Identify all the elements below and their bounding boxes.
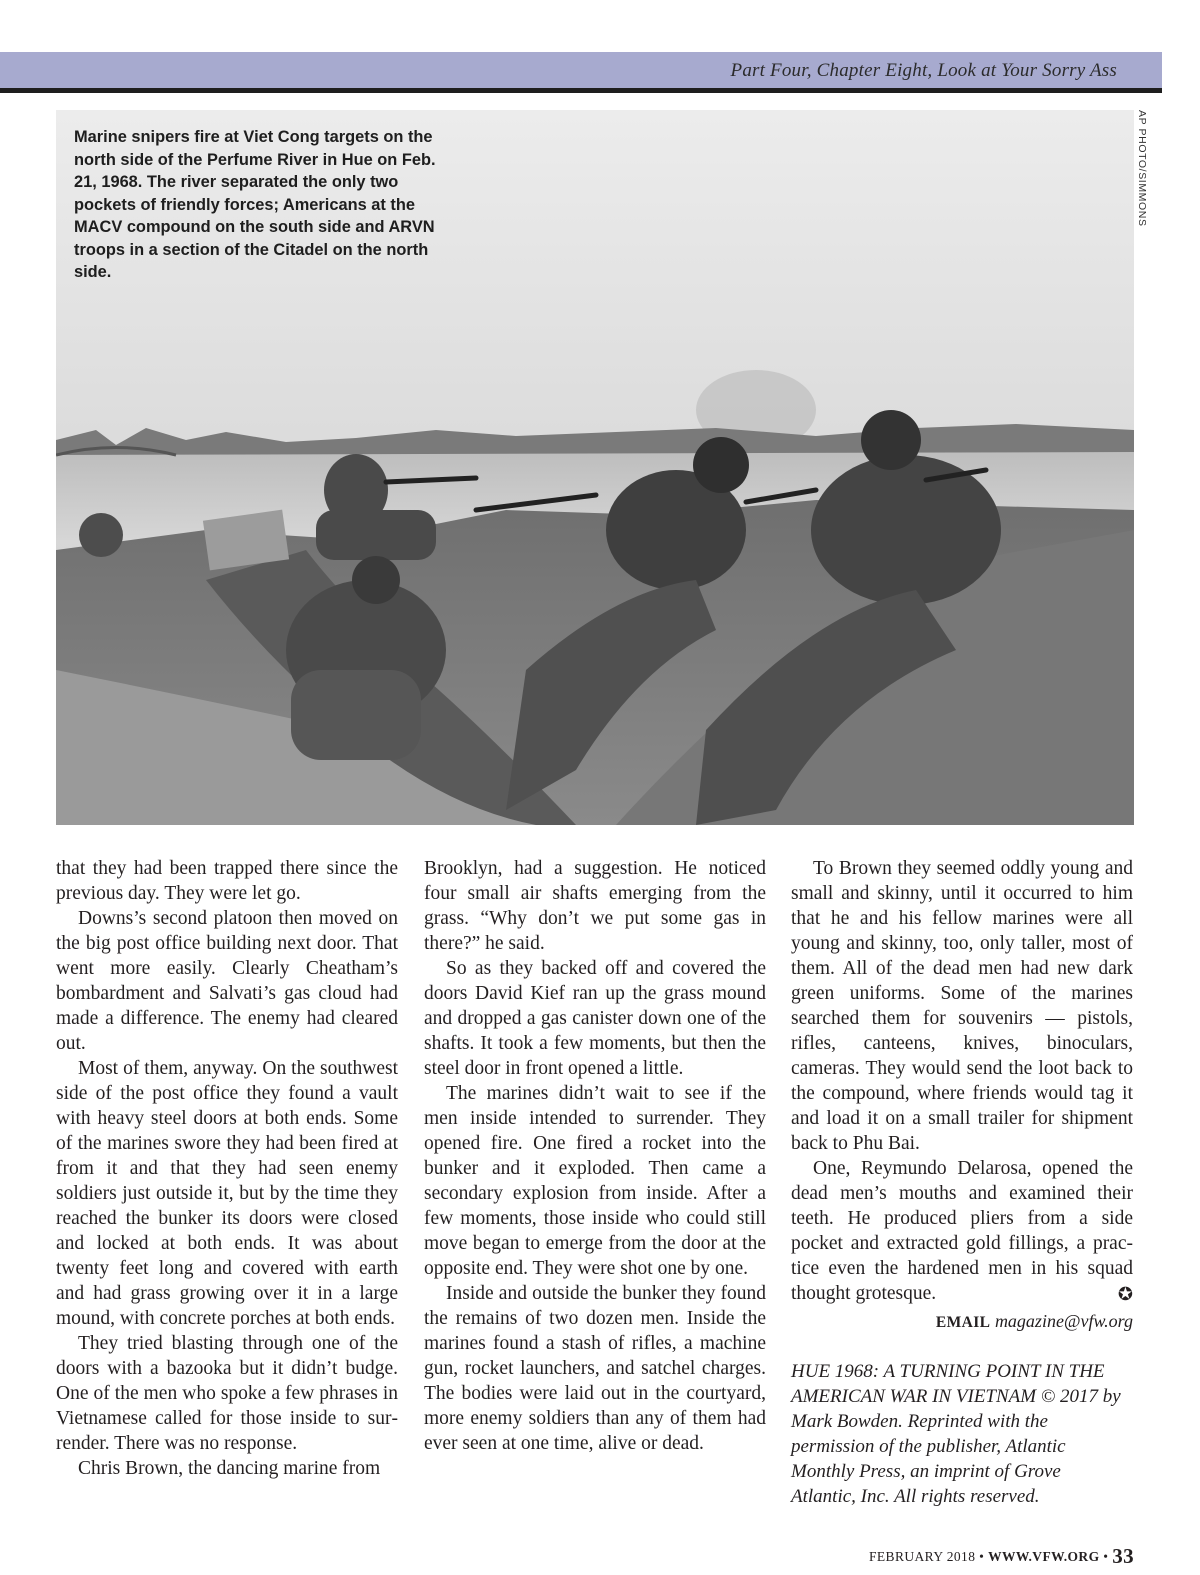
running-head: Part Four, Chapter Eight, Look at Your Sorry Ass: [730, 60, 1117, 81]
paragraph: The marines didn’t wait to see if the men inside intended to surrender. They opened fire. One fired a rocket into the bunker and it exploded. Then came a secondary explosion from inside. After a few moments, those inside who could still move began to emerge from the door at the opposite end. They were shot one by one.: [424, 1083, 766, 1279]
paragraph: Most of them, anyway. On the southwest side of the post office they found a vault with heavy steel doors at both ends. Some of the marines swore they had been fired at from it and that they had seen enemy soldiers just outside it, but by the time they reached the bunker its doors were closed and locked at both ends. It was about twenty feet long and covered with earth and had grass growing over it in a large mound, with concrete porches at both ends.: [56, 1058, 398, 1329]
paragraph-text: One, Reymundo Delarosa, opened the dead men’s mouths and examined their teeth. He produced pliers from a side pocket and extracted gold fillings, a practice even the hardened men in his squad thought grotesque.: [791, 1158, 1133, 1304]
email-label: EMAIL: [935, 1314, 991, 1331]
paragraph: Brooklyn, had a suggestion. He noticed four small air shafts emerging from the grass. “Why don’t we put some gas in there?” he said.: [424, 858, 766, 954]
page-number: 33: [1112, 1544, 1134, 1568]
paragraph: To Brown they seemed oddly young and small and skinny, until it occurred to him that he and his fellow marines were all young and skinny, too, only taller, most of them. All of the dead men had new dark green uniforms. Some of the marines searched them for souvenirs — pistols, rifles, canteens, knives, binoculars, cameras. They would send the loot back to the compound, where friends would tag it and load it on a small trailer for shipment back to Phu Bai.: [791, 858, 1133, 1154]
end-mark-icon: ✪: [1117, 1284, 1133, 1304]
paragraph: Chris Brown, the dancing marine from: [78, 1458, 381, 1479]
paragraph: So as they backed off and covered the doors David Kief ran up the grass mound and dropped a gas canister down one of the shafts. It took a few moments, but then the steel door in front opened a little.: [424, 958, 766, 1079]
book-credit: HUE 1968: A TURNING POINT IN THE AMERICAN WAR IN VIETNAM © 2017 by Mark Bowden. Reprinted with the permission of the publisher, Atlantic Monthly Press, an imprint of Grove Atlantic, Inc. All rights reserved.: [791, 1361, 1121, 1507]
site-link[interactable]: WWW.VFW.ORG: [988, 1549, 1100, 1564]
issue-date: FEBRUARY 2018: [869, 1549, 976, 1564]
paragraph: They tried blasting through one of the doors with a bazooka but it didn’t budge. One of the men who spoke a few phrases in Vietnamese called for those inside to surrender. There was no response.: [56, 1333, 398, 1454]
paragraph: Inside and outside the bunker they found the remains of two dozen men. Inside the marines found a stash of rifles, a machine gun, rocket launchers, and satchel charges. The bodies were laid out in the courtyard, more enemy soldiers than any of them had ever seen at one time, alive or dead.: [424, 1283, 766, 1454]
footer-separator: •: [979, 1549, 985, 1564]
header-rule: [0, 88, 1162, 93]
footer-separator: •: [1103, 1549, 1109, 1564]
column-1: [56, 856, 398, 1481]
page-footer: [869, 1544, 1134, 1569]
column-3: [791, 856, 1133, 1509]
email-line: [791, 1309, 1133, 1335]
paragraph: that they had been trapped there since the previous day. They were let go.: [56, 858, 398, 904]
photo: [56, 110, 1134, 825]
photo-credit: AP PHOTO/SIMMONS: [1136, 110, 1148, 227]
email-link[interactable]: magazine@vfw.org: [994, 1311, 1133, 1331]
column-2: [424, 856, 766, 1456]
paragraph: Downs’s second platoon then moved on the big post office building next door. That went more easily. Clearly Cheatham’s bombardment and Salvati’s gas cloud had made a difference. The enemy had cleared out.: [56, 908, 398, 1054]
paragraph-final: [791, 1156, 1133, 1306]
photo-caption: Marine snipers fire at Viet Cong targets on the north side of the Perfume River in Hue on Feb. 21, 1968. The river separated the only two pockets of friendly forces; Americans at the MACV compound on the south side and ARVN troops in a section of the Citadel on the north side.: [74, 128, 436, 281]
